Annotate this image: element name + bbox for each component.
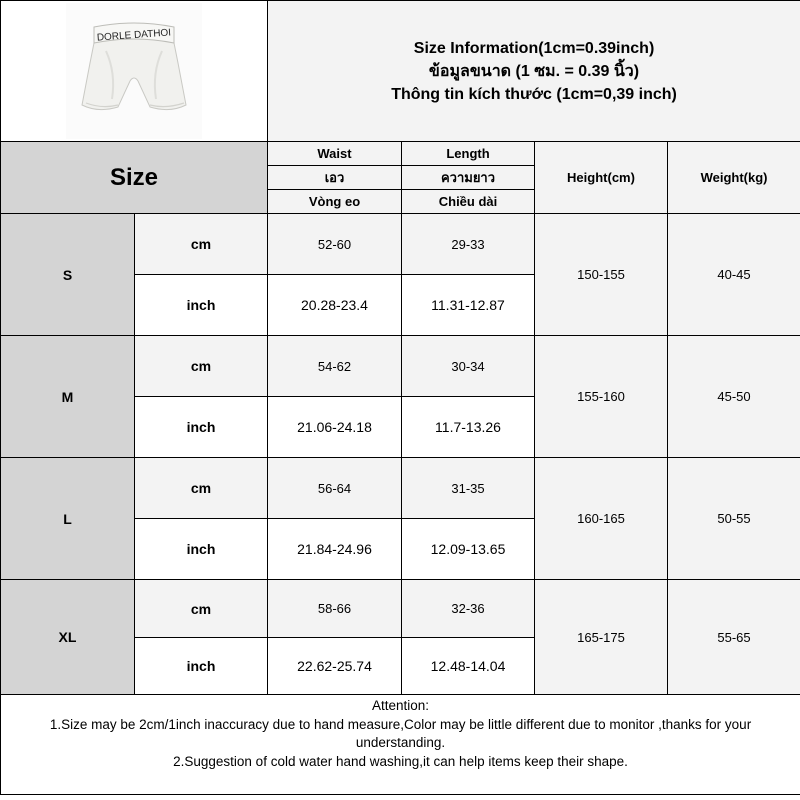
- waist-cm: 58-66: [268, 580, 402, 638]
- length-header-th: ความยาว: [402, 166, 535, 190]
- product-image-cell: [1, 1, 268, 142]
- unit-cm: cm: [135, 458, 268, 519]
- table-row: [1, 214, 800, 275]
- attention-note-1: 1.Size may be 2cm/1inch inaccuracy due to hand measure,Color may be little different due to monitor ,thanks for your understanding.: [49, 716, 752, 750]
- weight-value: 50-55: [668, 458, 800, 580]
- title-vietnamese: Thông tin kích thước (1cm=0,39 inch): [391, 85, 677, 103]
- size-label-xl: XL: [1, 580, 135, 695]
- waist-inch: 21.06-24.18: [268, 397, 402, 458]
- length-cm: 30-34: [402, 336, 535, 397]
- waist-cm: 54-62: [268, 336, 402, 397]
- size-label-s: S: [1, 214, 135, 336]
- length-header-vi: Chiều dài: [402, 190, 535, 214]
- shorts-product-image: [66, 3, 202, 139]
- length-header-en: Length: [402, 142, 535, 166]
- length-inch: 12.09-13.65: [402, 519, 535, 580]
- weight-value: 45-50: [668, 336, 800, 458]
- length-inch: 12.48-14.04: [402, 638, 535, 695]
- table-row: [1, 458, 800, 519]
- weight-value: 40-45: [668, 214, 800, 336]
- waist-inch: 20.28-23.4: [268, 275, 402, 336]
- height-value: 155-160: [535, 336, 668, 458]
- size-header: Size: [1, 142, 268, 214]
- length-inch: 11.7-13.26: [402, 397, 535, 458]
- height-header: Height(cm): [535, 142, 668, 214]
- header-row: [1, 1, 800, 142]
- height-value: 150-155: [535, 214, 668, 336]
- table-row: [1, 580, 800, 638]
- waist-header-en: Waist: [268, 142, 402, 166]
- waist-cm: 52-60: [268, 214, 402, 275]
- height-value: 160-165: [535, 458, 668, 580]
- column-header-row-1: [1, 142, 800, 166]
- waist-inch: 22.62-25.74: [268, 638, 402, 695]
- length-cm: 29-33: [402, 214, 535, 275]
- weight-value: 55-65: [668, 580, 800, 695]
- size-information-title: [268, 1, 800, 142]
- attention-title: Attention:: [372, 698, 430, 713]
- title-thai: ข้อมูลขนาด (1 ซม. = 0.39 นิ้ว): [428, 62, 640, 80]
- unit-cm: cm: [135, 336, 268, 397]
- length-cm: 32-36: [402, 580, 535, 638]
- attention-row: [1, 695, 800, 795]
- size-label-l: L: [1, 458, 135, 580]
- waist-header-th: เอว: [268, 166, 402, 190]
- unit-inch: inch: [135, 519, 268, 580]
- unit-inch: inch: [135, 397, 268, 458]
- length-cm: 31-35: [402, 458, 535, 519]
- waist-cm: 56-64: [268, 458, 402, 519]
- unit-inch: inch: [135, 275, 268, 336]
- waistband-print: DORLE DATHOI: [96, 27, 172, 44]
- unit-cm: cm: [135, 580, 268, 638]
- attention-notes: [1, 695, 800, 795]
- length-inch: 11.31-12.87: [402, 275, 535, 336]
- attention-note-2: 2.Suggestion of cold water hand washing,it can help items keep their shape.: [173, 753, 628, 769]
- waist-header-vi: Vòng eo: [268, 190, 402, 214]
- size-label-m: M: [1, 336, 135, 458]
- unit-cm: cm: [135, 214, 268, 275]
- title-english: Size Information(1cm=0.39inch): [413, 39, 655, 57]
- weight-header: Weight(kg): [668, 142, 800, 214]
- height-value: 165-175: [535, 580, 668, 695]
- table-row: [1, 336, 800, 397]
- unit-inch: inch: [135, 638, 268, 695]
- waist-inch: 21.84-24.96: [268, 519, 402, 580]
